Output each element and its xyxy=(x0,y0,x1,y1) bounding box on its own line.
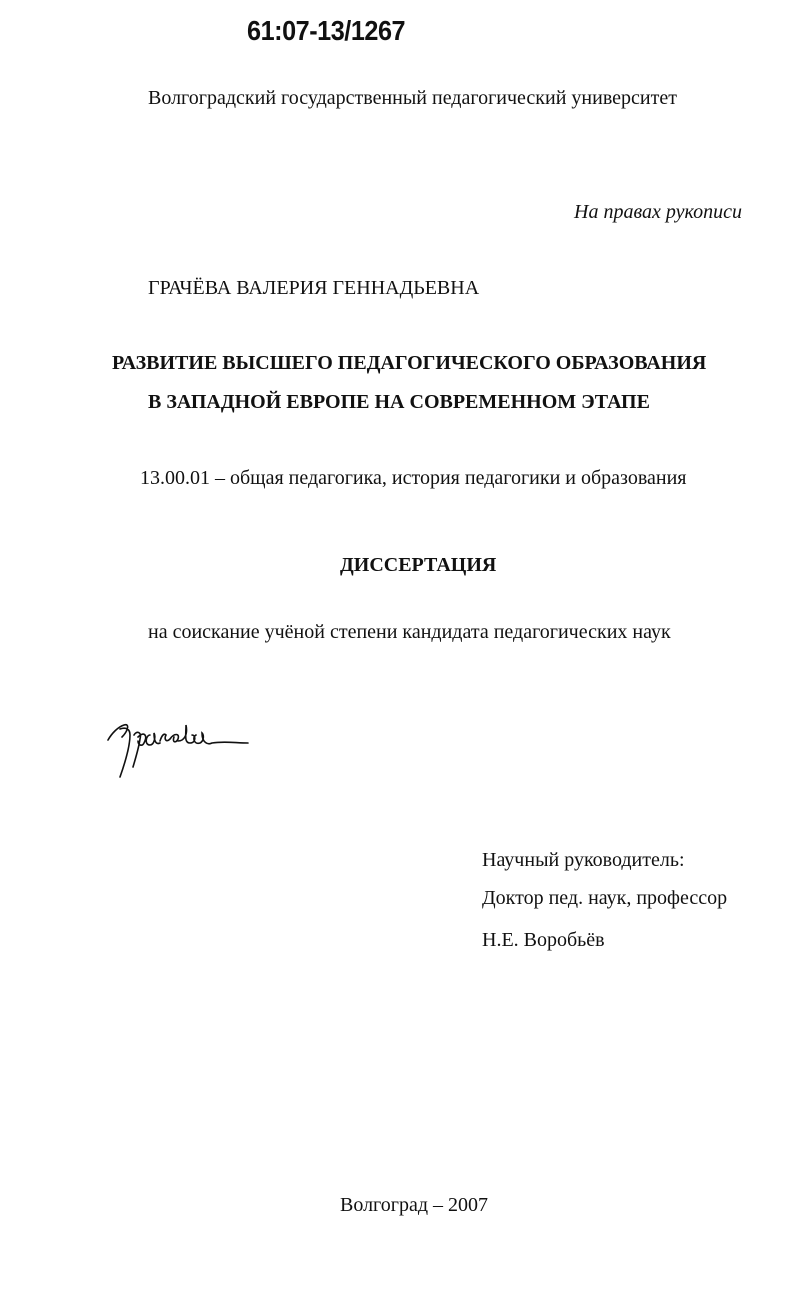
author-name: ГРАЧЁВА ВАЛЕРИЯ ГЕННАДЬЕВНА xyxy=(148,277,480,299)
catalog-code: 61:07-13/1267 xyxy=(247,15,406,46)
supervisor-rank: Доктор пед. наук, профессор xyxy=(482,887,728,909)
title-line-1: РАЗВИТИЕ ВЫСШЕГО ПЕДАГОГИЧЕСКОГО ОБРАЗОВАНИЯ xyxy=(112,352,707,374)
degree: на соискание учёной степени кандидата педагогических наук xyxy=(148,621,671,643)
document-type: ДИССЕРТАЦИЯ xyxy=(340,554,497,576)
signature xyxy=(100,705,260,785)
city-year: Волгоград – 2007 xyxy=(340,1194,489,1216)
title-line-2: В ЗАПАДНОЙ ЕВРОПЕ НА СОВРЕМЕННОМ ЭТАПЕ xyxy=(148,391,650,413)
supervisor-label: Научный руководитель: xyxy=(482,849,685,871)
university: Волгоградский государственный педагогический университет xyxy=(148,87,677,109)
specialty: 13.00.01 – общая педагогика, история педагогики и образования xyxy=(140,467,687,489)
supervisor-name: Н.Е. Воробьёв xyxy=(482,929,605,951)
manuscript-note: На правах рукописи xyxy=(574,201,742,223)
